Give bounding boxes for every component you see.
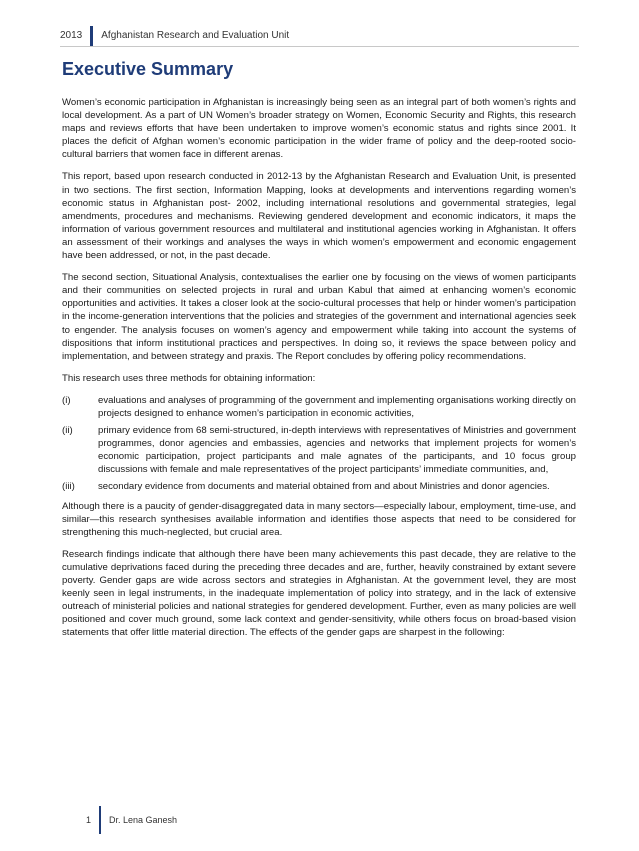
list-item-marker: (iii) <box>62 481 75 493</box>
paragraph-data-paucity: Although there is a paucity of gender-disaggregated data in many sectors—especially labour, employment, time-use, and similar—this research synthesises available information and identifies those aspects that need to be considered for strengthening this much-neglected, but crucial area. <box>62 500 576 538</box>
list-item-text: secondary evidence from documents and material obtained from and about Ministries and donor agencies. <box>98 481 550 493</box>
list-item <box>62 424 576 476</box>
page-number: 1 <box>86 806 101 834</box>
list-item-marker: (i) <box>62 394 71 406</box>
page-footer <box>86 806 177 834</box>
list-item-marker: (ii) <box>62 425 73 437</box>
page-header <box>60 26 289 46</box>
paragraph-report-overview: This report, based upon research conducted in 2012-13 by the Afghanistan Research and Evaluation Unit, is presented in two sections. The first section, Information Mapping, looks at developments and interventions regarding women’s economic status in Afghanistan post- 2002, including international resolutions and governmental strategies, legal amendments, procedures and mechanisms. Reviewing gendered development and economic indicators, it maps the information of various government resources and multilateral and institutional agencies working in Afghanistan. It offers an assessment of their workings and analyses the ways in which women’s empowerment and economic engagement have been addressed, or not, in the past decade. <box>62 171 576 262</box>
header-year: 2013 <box>60 26 93 46</box>
document-body <box>62 96 576 648</box>
header-divider <box>60 46 579 47</box>
page-title: Executive Summary <box>62 59 234 79</box>
list-item-text: primary evidence from 68 semi-structured, in-depth interviews with representatives of Ministries and government programmes, donor agencies and embassies, agencies and networks that implement projects for women’s economic participation, project participants and male agnates of the participants, and 10 focus group discussions with female and male representatives of the project participants’ immediate communities, and, <box>98 425 576 476</box>
footer-author: Dr. Lena Ganesh <box>109 815 178 825</box>
paragraph-situational-analysis: The second section, Situational Analysis, contextualises the earlier one by focusing on the views of women participants and their communities on selected projects in rural and urban Kabul that aimed at enhancing women’s economic opportunities and activities. It takes a closer look at the socio-cultural processes that help or hinder women’s participation in the income-generation interventions that the policies and strategies of the government and international agencies seek to engender. The analysis focuses on women’s agency and empowerment while taking into account the systems of dispositions that inform institutional practices and perspectives. In doing so, it reviews the space between policy and implementation, and between strategy and praxis. The Report concludes by offering policy recommendations. <box>62 272 576 362</box>
header-organization: Afghanistan Research and Evaluation Unit <box>101 30 290 41</box>
paragraph-methods-intro: This research uses three methods for obtaining information: <box>62 372 316 384</box>
list-item <box>62 480 576 493</box>
methods-list <box>62 394 576 494</box>
paragraph-intro: Women’s economic participation in Afghanistan is increasingly being seen as an integral part of both women’s rights and local development. As a part of UN Women’s broader strategy on Women, Economic Security and Rights, this research maps and reviews efforts that have been undertaken to improve women’s economic status and rights since 2001. It places the deficit of Afghan women’s economic participation in the wider frame of policy and the deep-rooted socio-cultural barriers that women face in different arenas. <box>62 97 576 161</box>
list-item <box>62 394 576 420</box>
list-item-text: evaluations and analyses of programming of the government and implementing organisations working directly on projects designed to enhance women’s participation in economic activities, <box>98 394 576 419</box>
paragraph-research-findings: Research findings indicate that although there have been many achievements this past decade, they are relative to the cumulative deprivations faced during the preceding three decades and are, further, heavily constrained by extant severe poverty. Gender gaps are wide across sectors and strategies in Afghanistan. At the government level, they are most keenly seen in legal instruments, in the inadequate implementation of policy into strategy, and in the lack of extensive outreach of ministerial policies and national strategies for gendered development. Further, even as many policies are well positioned and cover much ground, some lack context and gender-sensitivity, while others focus on broad-based vision statements that offer little material direction. The effects of the gender gaps are sharpest in the following: <box>62 548 576 639</box>
